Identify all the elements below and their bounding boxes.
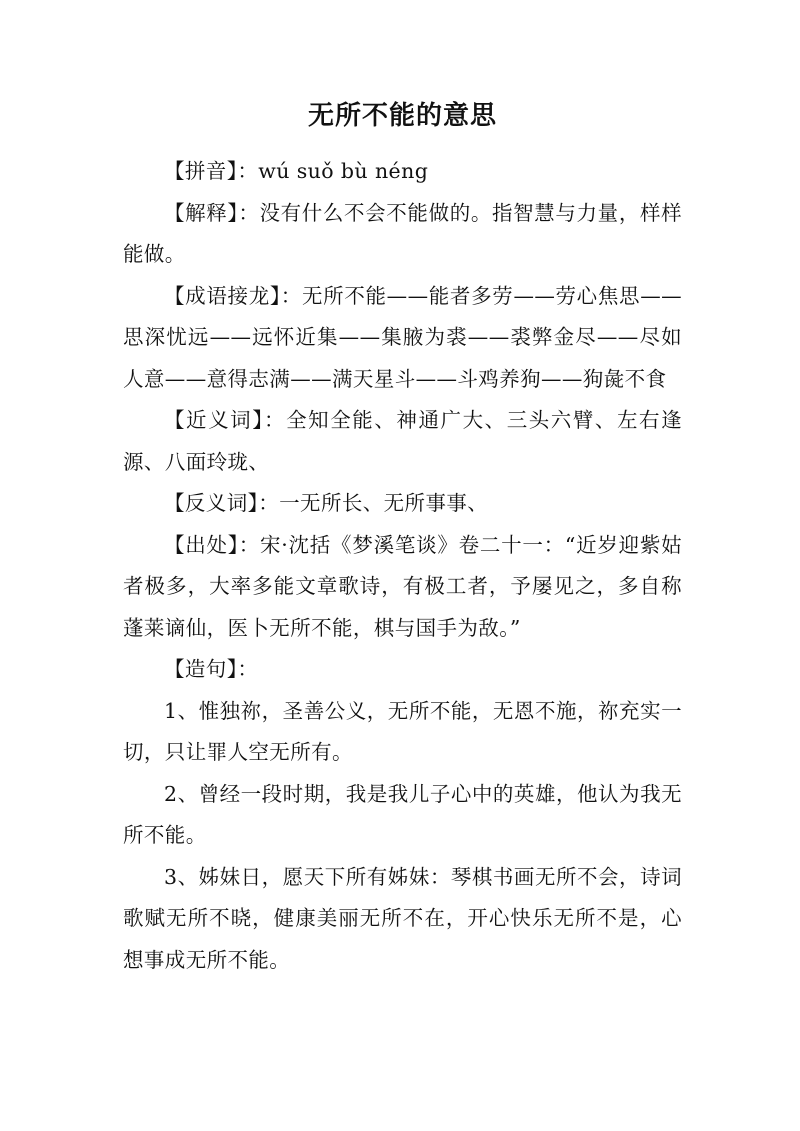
section-content: 宋·沈括《梦溪笔谈》卷二十一：“近岁迎紫姑者极多，大率多能文章歌诗，有极工者，予屡见之，多自称蓬莱谪仙，医卜无所不能，棋与国手为敌。” [123, 532, 682, 640]
section-pinyin [123, 151, 682, 193]
section-explanation [123, 193, 682, 276]
section-label: 【拼音】 [164, 159, 238, 183]
section-label: 【近义词】 [164, 408, 265, 432]
section-content: 没有什么不会不能做的。指智慧与力量，样样能做。 [123, 200, 682, 266]
document-body [123, 151, 682, 981]
section-label: 【反义词】 [164, 491, 259, 515]
section-label: 【出处】 [164, 532, 239, 557]
section-content: 一无所长、无所事事、 [279, 491, 489, 515]
section-antonyms [123, 483, 682, 525]
section-content: wú suǒ bù néng [258, 159, 429, 183]
page-title: 无所不能的意思 [307, 101, 497, 131]
section-idiom-chain [123, 276, 682, 401]
section-source [123, 525, 682, 650]
section-content: 全知全能、神通广大、三头六臂、左右逢源、八面玲珑、 [123, 408, 682, 474]
section-separator: ： [238, 532, 261, 557]
section-label: 【成语接龙】 [164, 283, 281, 308]
section-separator: ： [264, 408, 287, 432]
section-separator: ： [237, 159, 259, 183]
section-examples-heading [123, 649, 682, 691]
example-sentence: 1、惟独祢，圣善公义，无所不能，无恩不施，祢充实一切，只让罪人空无所有。 [123, 698, 682, 764]
example-sentence: 3、姊妹日，愿天下所有姊妹：琴棋书画无所不会，诗词歌赋无所不晓，健康美丽无所不在，开心快乐无所不是，心想事成无所不能。 [123, 864, 682, 972]
section-separator: ： [238, 200, 260, 225]
section-separator: ： [280, 283, 302, 308]
section-synonyms [123, 400, 682, 483]
section-content: 无所不能——能者多劳——劳心焦思——思深忧远——远怀近集——集腋为裘——裘弊金尽——尽如人意——意得志满——满天星斗——斗鸡养狗——狗彘不食 [123, 283, 683, 391]
section-label: 【解释】 [164, 200, 239, 225]
section-label: 【造句】 [164, 657, 238, 681]
section-separator: ： [258, 491, 280, 515]
example-sentence: 2、曾经一段时期，我是我儿子心中的英雄，他认为我无所不能。 [123, 781, 682, 847]
section-separator: ： [237, 657, 259, 681]
